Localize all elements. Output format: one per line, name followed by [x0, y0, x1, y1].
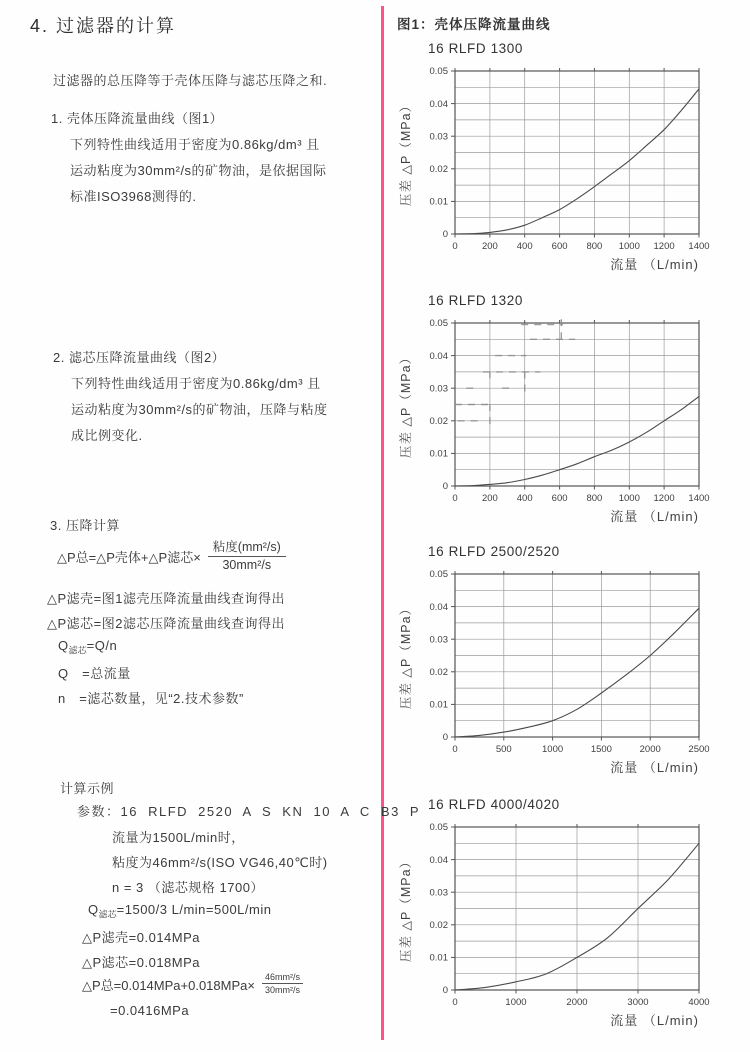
- example-total-formula: [82, 972, 303, 996]
- svg-text:200: 200: [481, 493, 498, 504]
- section1-line: 下列特性曲线适用于密度为0.86kg/dm³ 且: [70, 137, 320, 152]
- dp-shell-note: △P滤壳=图1滤壳压降流量曲线查询得出: [47, 591, 285, 606]
- section2-line: 运动粘度为30mm²/s的矿物油，压降与粘度: [71, 402, 328, 417]
- svg-text:0.05: 0.05: [429, 569, 448, 581]
- svg-text:压差 △P（MPa）: 压差 △P（MPa）: [399, 98, 413, 207]
- svg-text:0.02: 0.02: [429, 416, 448, 427]
- svg-text:0: 0: [442, 481, 448, 493]
- svg-text:1000: 1000: [542, 744, 564, 755]
- section3-heading: 3. 压降计算: [50, 518, 120, 533]
- svg-text:400: 400: [516, 493, 533, 504]
- page-title: 4. 过滤器的计算: [30, 16, 177, 36]
- fraction-numerator: 46mm²/s: [262, 972, 303, 984]
- svg-text:1400: 1400: [688, 493, 710, 504]
- q-base: Q: [58, 638, 69, 653]
- chart-title: 16 RLFD 1320: [428, 293, 524, 308]
- intro-paragraph: 过滤器的总压降等于壳体压降与滤芯压降之和.: [53, 73, 328, 88]
- q-base: Q: [88, 902, 99, 917]
- svg-text:0.03: 0.03: [429, 383, 448, 395]
- svg-text:0.03: 0.03: [429, 131, 448, 143]
- column-divider: [381, 6, 384, 1040]
- q-rest: =Q/n: [86, 638, 118, 653]
- example-dp-shell: △P滤壳=0.014MPa: [82, 930, 201, 945]
- svg-text:压差 △P（MPa）: 压差 △P（MPa）: [399, 854, 413, 963]
- q-total-def: Q =总流量: [58, 666, 131, 681]
- svg-text:流量 （L/min): 流量 （L/min): [610, 760, 699, 775]
- svg-text:0.04: 0.04: [429, 350, 448, 362]
- svg-text:1200: 1200: [653, 493, 675, 504]
- svg-text:1500: 1500: [590, 744, 612, 755]
- chart-16-rlfd-1300: [395, 41, 740, 280]
- q-core-equation: [58, 638, 117, 657]
- n-def: n =滤芯数量，见“2.技术参数”: [58, 691, 244, 706]
- svg-text:2500: 2500: [688, 744, 710, 755]
- svg-text:800: 800: [586, 493, 603, 504]
- svg-text:0.02: 0.02: [429, 164, 448, 175]
- dp-core-note: △P滤芯=图2滤芯压降流量曲线查询得出: [47, 616, 285, 631]
- chart-title: 16 RLFD 4000/4020: [428, 797, 560, 812]
- example-q-core: [88, 902, 271, 921]
- chart-title: 16 RLFD 2500/2520: [428, 544, 560, 559]
- svg-text:400: 400: [516, 241, 533, 252]
- section1-heading: 1. 壳体压降流量曲线（图1）: [51, 111, 224, 126]
- svg-text:0: 0: [452, 493, 458, 504]
- section2-line: 下列特性曲线适用于密度为0.86kg/dm³ 且: [71, 376, 321, 391]
- svg-text:4000: 4000: [688, 997, 710, 1008]
- svg-text:1000: 1000: [618, 493, 640, 504]
- svg-text:流量 （L/min): 流量 （L/min): [610, 257, 699, 272]
- pressure-formula: [57, 540, 286, 573]
- fraction-denominator: 30mm²/s: [222, 558, 272, 572]
- svg-text:1200: 1200: [653, 241, 675, 252]
- svg-text:流量 （L/min): 流量 （L/min): [610, 1013, 699, 1028]
- svg-text:3000: 3000: [627, 997, 649, 1008]
- svg-text:0.01: 0.01: [429, 196, 448, 208]
- example-line: 流量为1500L/min时，: [112, 830, 245, 845]
- svg-text:1400: 1400: [688, 241, 710, 252]
- fraction-numerator: 粘度(mm²/s): [208, 540, 286, 557]
- svg-text:1000: 1000: [618, 241, 640, 252]
- svg-text:0: 0: [452, 241, 458, 252]
- figure-header: 图1：壳体压降流量曲线: [397, 17, 551, 32]
- svg-text:0.02: 0.02: [429, 920, 448, 931]
- pressure-flow-chart: [395, 313, 740, 532]
- fraction-denominator: 30mm²/s: [264, 985, 300, 995]
- section1-line: 运动粘度为30mm²/s的矿物油，是依据国际: [70, 163, 327, 178]
- svg-text:0.04: 0.04: [429, 854, 448, 866]
- svg-text:0.01: 0.01: [429, 952, 448, 964]
- q-rest: =1500/3 L/min=500L/min: [116, 902, 272, 917]
- svg-text:200: 200: [481, 241, 498, 252]
- svg-text:600: 600: [551, 241, 568, 252]
- svg-text:0: 0: [442, 732, 448, 744]
- svg-text:500: 500: [495, 744, 512, 755]
- chart-16-rlfd-4000-4020: [395, 797, 740, 1036]
- example-params: [77, 801, 420, 820]
- params-value: 16 RLFD 2520 A S KN 10 A C B3 P: [120, 804, 421, 819]
- q-subscript: 滤芯: [98, 909, 117, 920]
- params-label: 参数：: [77, 804, 121, 819]
- example-heading: 计算示例: [60, 781, 115, 796]
- svg-text:0.04: 0.04: [429, 601, 448, 613]
- svg-text:0.03: 0.03: [429, 634, 448, 646]
- svg-text:0.01: 0.01: [429, 448, 448, 460]
- svg-text:0.05: 0.05: [429, 822, 448, 834]
- svg-text:0.05: 0.05: [429, 318, 448, 330]
- svg-text:0: 0: [442, 985, 448, 997]
- section2-line: 成比例变化.: [71, 428, 143, 443]
- pressure-flow-chart: [395, 817, 740, 1036]
- svg-text:600: 600: [551, 493, 568, 504]
- svg-text:2000: 2000: [566, 997, 588, 1008]
- example-total-result: =0.0416MPa: [110, 1003, 190, 1018]
- example-dp-core: △P滤芯=0.018MPa: [82, 955, 201, 970]
- chart-title: 16 RLFD 1300: [428, 41, 524, 56]
- formula-fraction: [208, 540, 286, 573]
- svg-text:0: 0: [442, 229, 448, 241]
- svg-text:2000: 2000: [639, 744, 661, 755]
- svg-text:流量 （L/min): 流量 （L/min): [610, 509, 699, 524]
- svg-text:0.04: 0.04: [429, 98, 448, 110]
- svg-text:0: 0: [452, 744, 458, 755]
- pressure-flow-chart: [395, 61, 740, 280]
- svg-text:0.05: 0.05: [429, 66, 448, 78]
- formula-left: △P总=△P壳体+△P滤芯×: [57, 550, 201, 565]
- chart-16-rlfd-2500-2520: [395, 544, 740, 783]
- svg-text:压差 △P（MPa）: 压差 △P（MPa）: [399, 601, 413, 710]
- svg-text:压差 △P（MPa）: 压差 △P（MPa）: [399, 350, 413, 459]
- chart-16-rlfd-1320: [395, 293, 740, 532]
- section1-line: 标准ISO3968测得的.: [70, 189, 197, 204]
- svg-text:0.02: 0.02: [429, 667, 448, 678]
- svg-text:0: 0: [452, 997, 458, 1008]
- q-subscript: 滤芯: [68, 645, 87, 656]
- svg-text:1000: 1000: [505, 997, 527, 1008]
- svg-text:800: 800: [586, 241, 603, 252]
- svg-text:0.03: 0.03: [429, 887, 448, 899]
- example-line: n = 3 （滤芯规格 1700）: [112, 880, 264, 895]
- section2-heading: 2. 滤芯压降流量曲线（图2）: [53, 350, 226, 365]
- example-line: 粘度为46mm²/s(ISO VG46,40℃时): [112, 855, 328, 870]
- pressure-flow-chart: [395, 564, 740, 783]
- total-fraction: [262, 972, 303, 996]
- svg-text:0.01: 0.01: [429, 699, 448, 711]
- total-left: △P总=0.014MPa+0.018MPa×: [82, 977, 255, 993]
